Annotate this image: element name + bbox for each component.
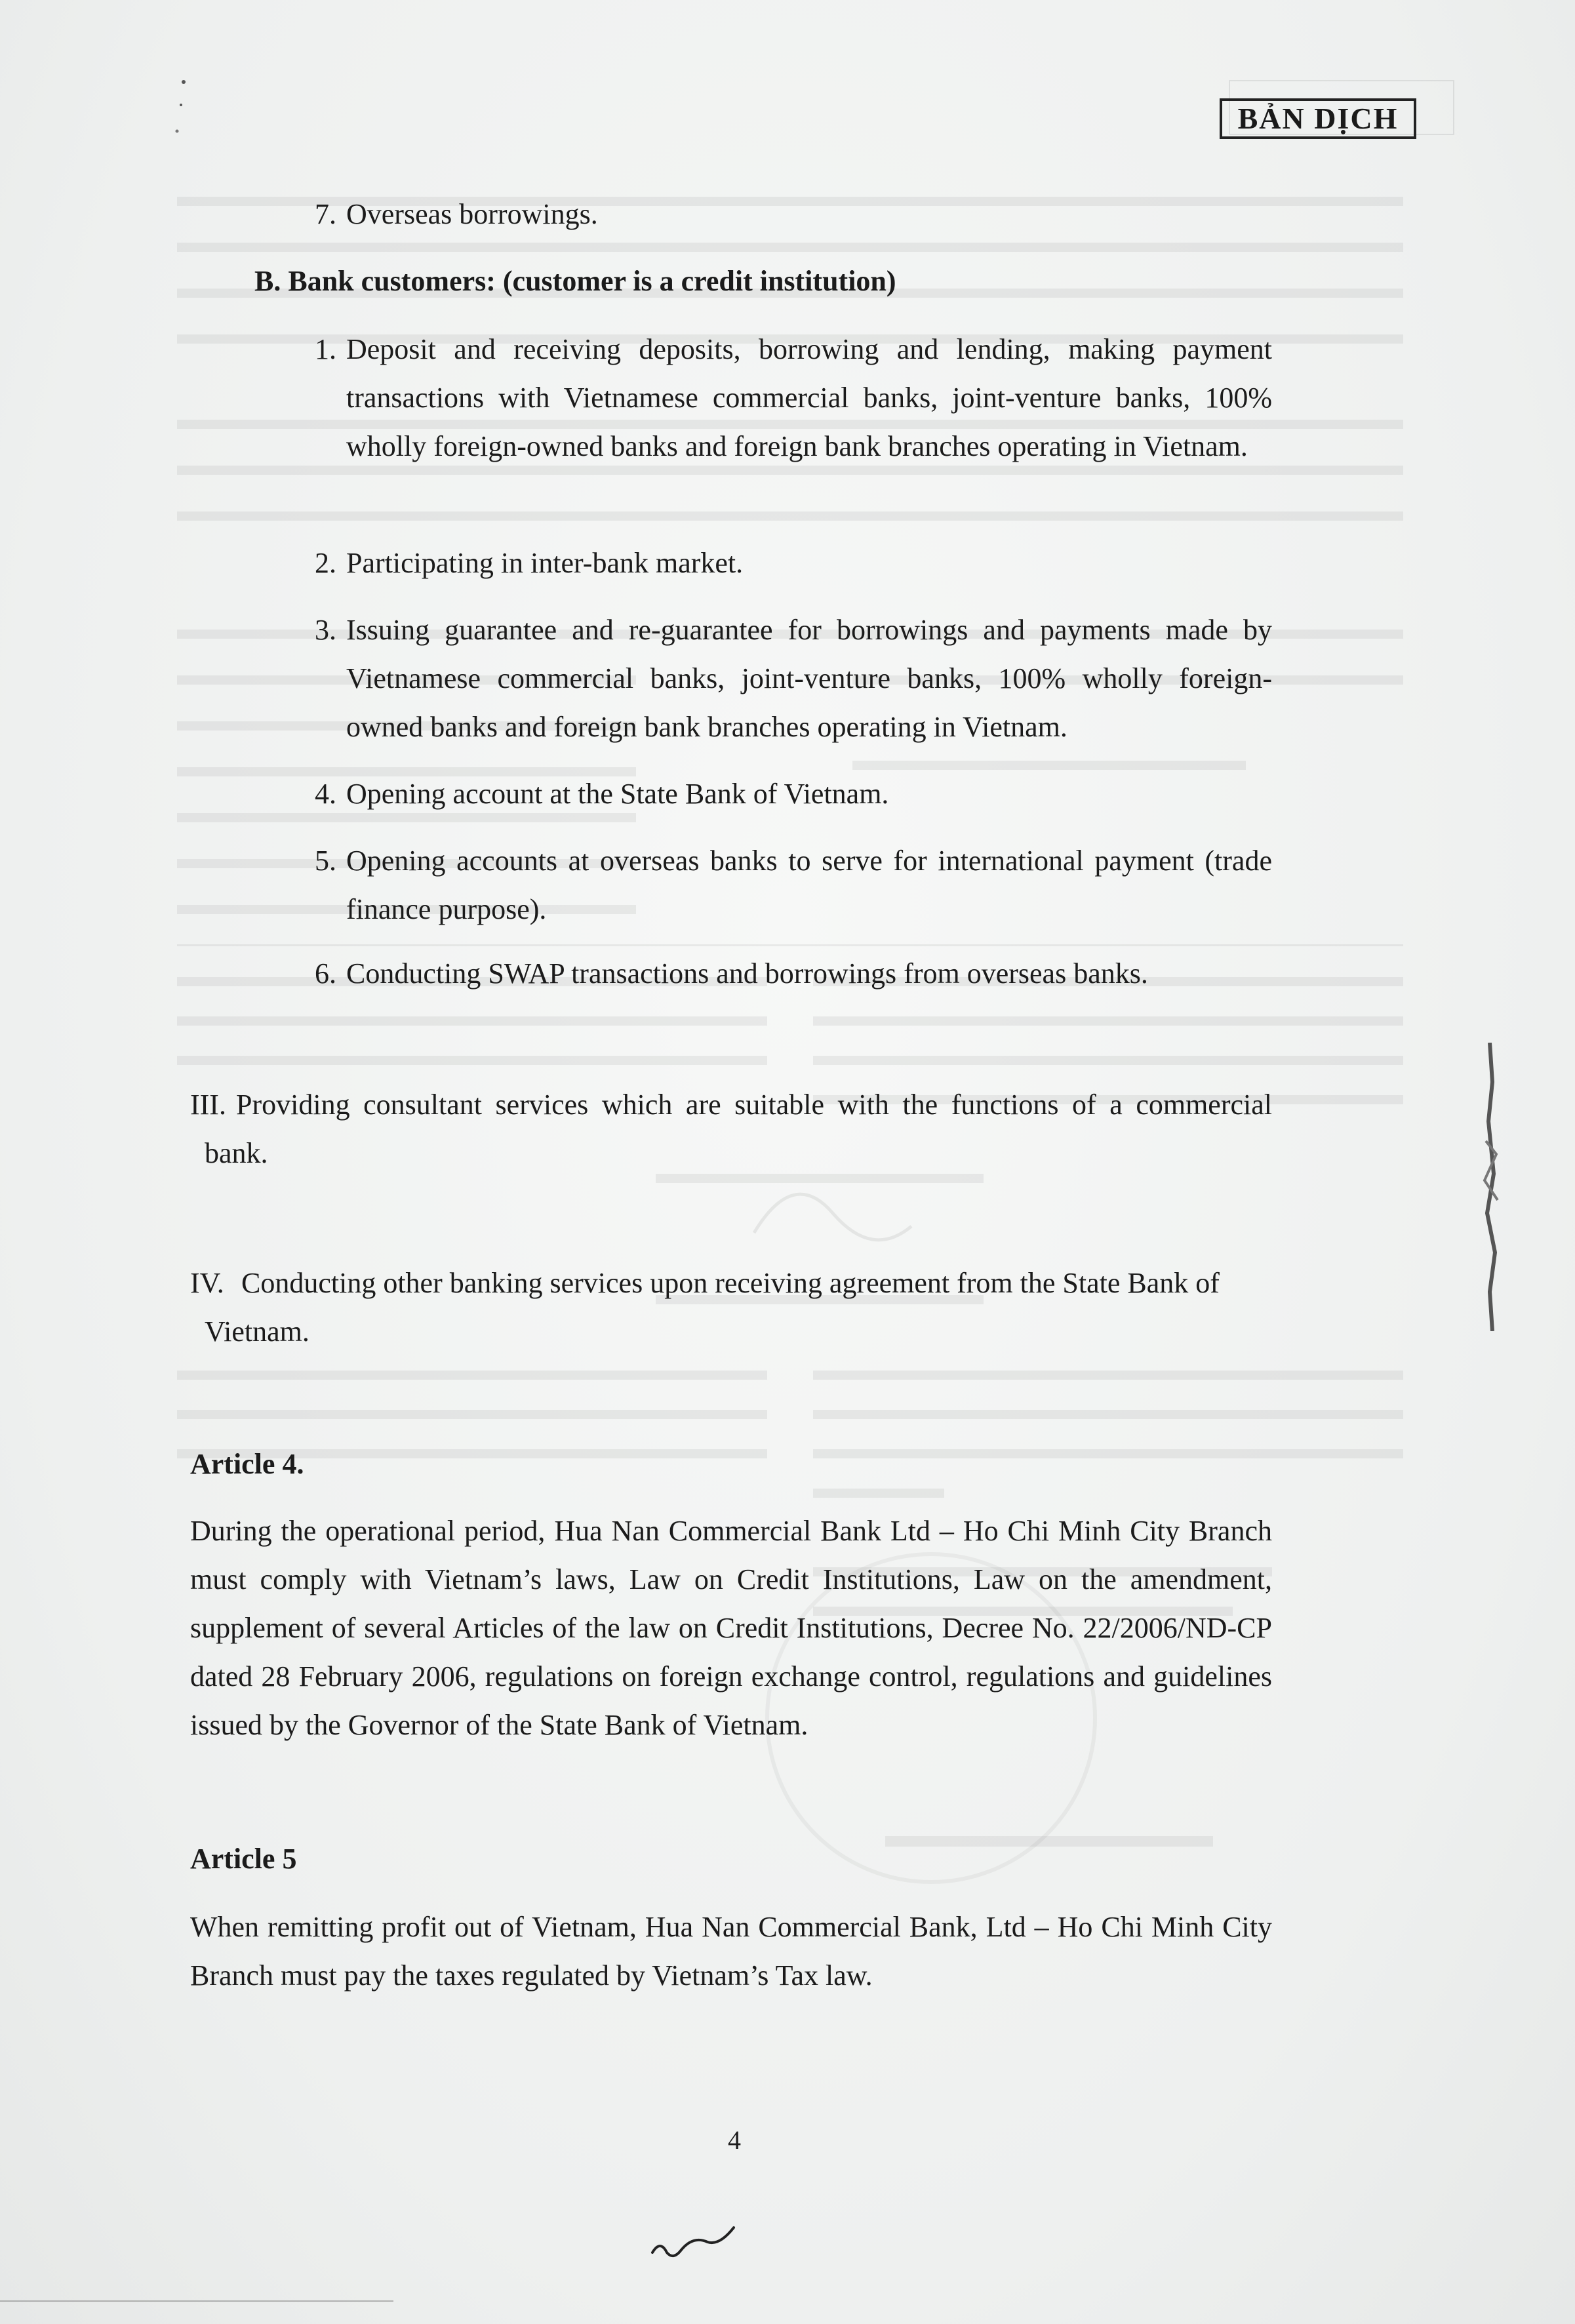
section-iii-text: Providing consultant services which are suitable with the functions of a commercial bank. bbox=[205, 1089, 1272, 1169]
item-number: 1. bbox=[315, 333, 336, 365]
item-number: 3. bbox=[315, 614, 336, 646]
item-text: Conducting SWAP transactions and borrowings from overseas banks. bbox=[346, 957, 1148, 990]
article-5-heading: Article 5 bbox=[190, 1843, 297, 1875]
section-iii-number: III. bbox=[190, 1089, 226, 1121]
item-number: 5. bbox=[315, 845, 336, 877]
item-number: 6. bbox=[315, 957, 336, 990]
page-number: 4 bbox=[728, 2125, 741, 2155]
article-4-heading: Article 4. bbox=[190, 1448, 304, 1480]
item-text: Deposit and receiving deposits, borrowing and lending, making payment transactions with Vietnamese commercial banks, joint-venture banks, 100% wholly foreign-owned banks and foreign bank branches operating in Vietnam. bbox=[346, 333, 1272, 462]
item-number: 4. bbox=[315, 778, 336, 810]
item-text: Participating in inter-bank market. bbox=[346, 547, 744, 579]
item-text: Issuing guarantee and re-guarantee for borrowings and payments made by Vietnamese commercial banks, joint-venture banks, 100% wholly foreign-owned banks and foreign bank branches operating in Vietnam. bbox=[346, 614, 1272, 743]
item-number: 7. bbox=[315, 198, 336, 230]
translation-stamp: BẢN DỊCH bbox=[1220, 98, 1416, 139]
item-text: Opening accounts at overseas banks to serve for international payment (trade finance purpose). bbox=[346, 845, 1272, 925]
item-text: Opening account at the State Bank of Vietnam. bbox=[346, 778, 889, 810]
article-4-body: During the operational period, Hua Nan Commercial Bank Ltd – Ho Chi Minh City Branch must comply with Vietnam’s laws, Law on Credit Institutions, Law on the amendment, supplement of several Articles of the law on Credit Institutions, Decree No. 22/2006/ND-CP dated 28 February 2006, regulations on foreign exchange control, regulations and guidelines issued by the Governor of the State Bank of Vietnam. bbox=[190, 1515, 1272, 1741]
item-number: 2. bbox=[315, 547, 336, 579]
item-text: Overseas borrowings. bbox=[346, 198, 598, 230]
scan-edge-artifact bbox=[1477, 1043, 1503, 1331]
article-5-body: When remitting profit out of Vietnam, Hua Nan Commercial Bank, Ltd – Ho Chi Minh City Branch must pay the taxes regulated by Vietnam’s Tax law. bbox=[190, 1911, 1272, 1992]
section-iv-text: Conducting other banking services upon receiving agreement from the State Bank of Vietnam. bbox=[205, 1267, 1220, 1348]
initials-mark bbox=[649, 2223, 741, 2262]
section-b-heading: B. Bank customers: (customer is a credit institution) bbox=[254, 265, 896, 297]
scan-specks bbox=[118, 66, 197, 144]
bottom-scan-line bbox=[0, 2300, 393, 2302]
section-iv-number: IV. bbox=[190, 1267, 224, 1299]
